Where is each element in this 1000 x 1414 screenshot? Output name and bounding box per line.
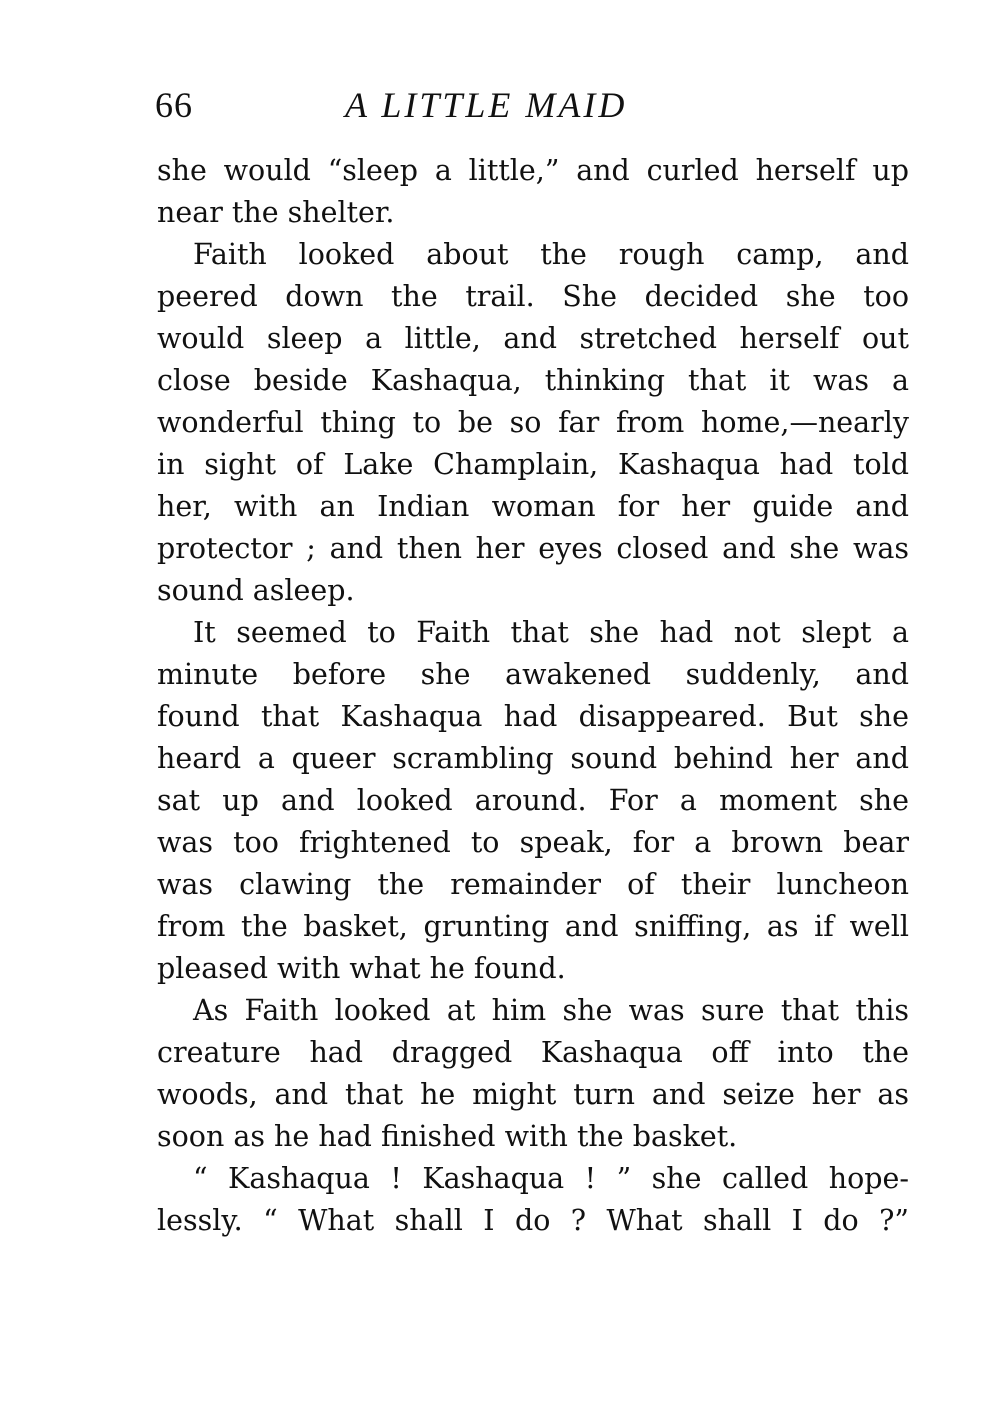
text-line: sound asleep. — [157, 574, 355, 607]
running-head — [155, 80, 715, 130]
text-line: heard a queer scrambling sound behind her and — [157, 742, 909, 775]
text-line: found that Kashaqua had disappeared. But she — [157, 700, 909, 733]
text-line: lessly. “ What shall I do ? What shall I do ?” — [157, 1204, 909, 1237]
text-line: wonderful thing to be so far from home,—nearly — [157, 406, 909, 439]
text-line: peered down the trail. She decided she too — [157, 280, 909, 313]
text-line: It seemed to Faith that she had not slept a — [193, 616, 909, 649]
text-line: “ Kashaqua ! Kashaqua ! ” she called hope- — [193, 1162, 909, 1195]
text-line: in sight of Lake Champlain, Kashaqua had told — [157, 448, 909, 481]
text-line: pleased with what he found. — [157, 952, 566, 985]
book-title: A LITTLE MAID — [345, 85, 628, 125]
text-line: close beside Kashaqua, thinking that it was a — [157, 364, 909, 397]
text-line: was too frightened to speak, for a brown bear — [157, 826, 909, 859]
page-number: 66 — [155, 85, 193, 125]
text-line: near the shelter. — [157, 196, 395, 229]
text-line: sat up and looked around. For a moment she — [157, 784, 909, 817]
text-line: minute before she awakened suddenly, and — [157, 658, 909, 691]
text-line: would sleep a little, and stretched herself out — [157, 322, 909, 355]
text-line: As Faith looked at him she was sure that this — [193, 994, 909, 1027]
body-text — [157, 150, 909, 1242]
text-line: soon as he had finished with the basket. — [157, 1120, 738, 1153]
text-line: was clawing the remainder of their luncheon — [157, 868, 909, 901]
text-line: protector ; and then her eyes closed and she was — [157, 532, 909, 565]
text-line: her, with an Indian woman for her guide and — [157, 490, 909, 523]
text-line: she would “sleep a little,” and curled herself up — [157, 154, 909, 187]
text-line: Faith looked about the rough camp, and — [193, 238, 909, 271]
text-line: woods, and that he might turn and seize her as — [157, 1078, 909, 1111]
text-line: creature had dragged Kashaqua off into the — [157, 1036, 909, 1069]
text-line: from the basket, grunting and sniffing, as if well — [157, 910, 909, 943]
